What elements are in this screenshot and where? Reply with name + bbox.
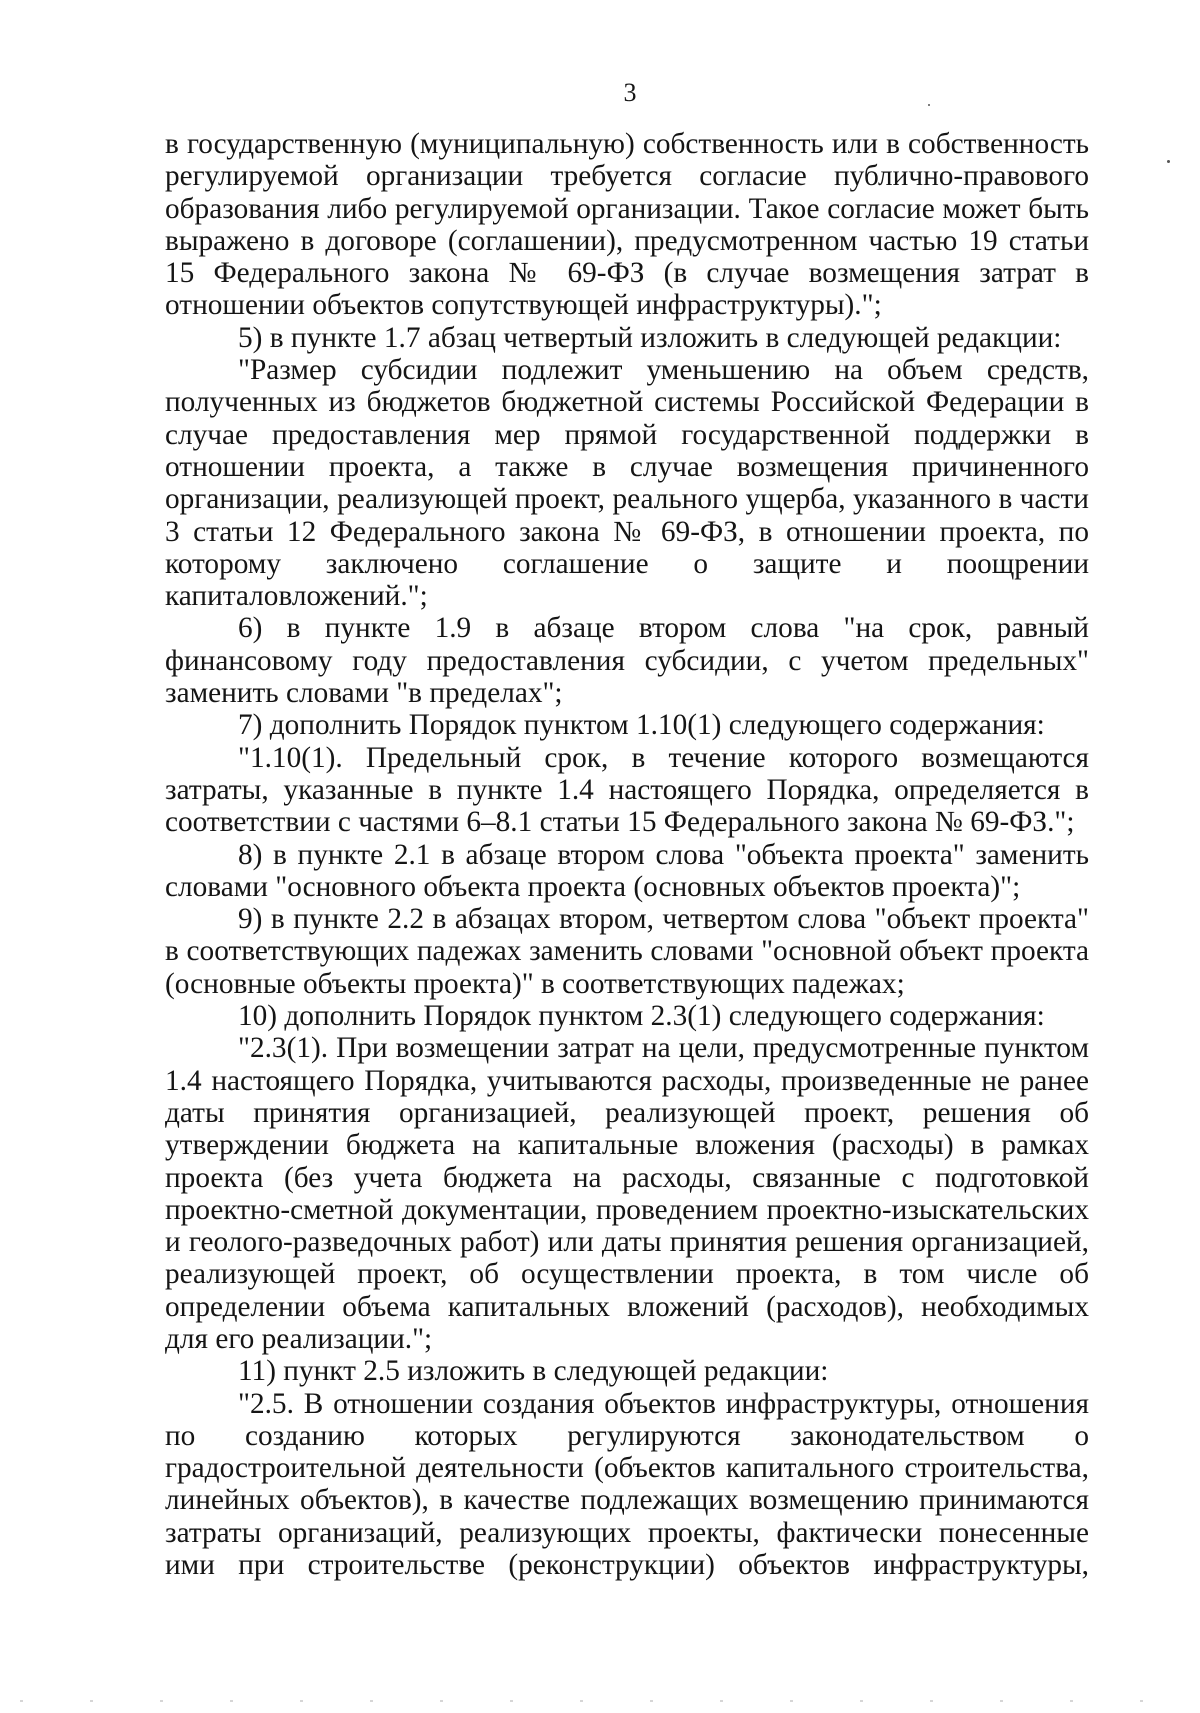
paragraph-item-8: 8) в пункте 2.1 в абзаце втором слова "объекта проекта" заменить словами "основного объекта проекта (основных объектов проекта)"; bbox=[165, 838, 1089, 903]
scan-edge-noise bbox=[20, 1700, 1180, 1702]
scan-speck bbox=[1167, 160, 1170, 163]
paragraph-quote-subsidy-size: "Размер субсидии подлежит уменьшению на объем средств, полученных из бюджетов бюджетной системы Российской Федерации в случае предоставления мер прямой государственной поддержки в отношении проекта, а также в случае возмещения причиненного организации, реализующей проект, реального ущерба, указанного в части 3 статьи 12 Федерального закона № 69-ФЗ, в отношении проекта, по которому заключено соглашение о защите и поощрении капиталовложений."; bbox=[165, 354, 1089, 613]
paragraph-item-11: 11) пункт 2.5 изложить в следующей редакции: bbox=[238, 1355, 829, 1388]
paragraph-item-5: 5) в пункте 1.7 абзац четвертый изложить в следующей редакции: bbox=[238, 321, 1062, 354]
paragraph-item-7: 7) дополнить Порядок пунктом 1.10(1) следующего содержания: bbox=[238, 709, 1045, 742]
paragraph-item-9: 9) в пункте 2.2 в абзацах втором, четвертом слова "объект проекта" в соответствующих падежах заменить словами "основной объект проекта (основные объекты проекта)" в соответствующих падежах; bbox=[165, 903, 1089, 1000]
document-body bbox=[165, 128, 1089, 1581]
scan-speck bbox=[928, 104, 930, 106]
paragraph-continuation: в государственную (муниципальную) собственность или в собственность регулируемой организации требуется согласие публично-правового образования либо регулируемой организации. Такое согласие может быть выражено в договоре (соглашении), предусмотренном частью 19 статьи 15 Федерального закона № 69-ФЗ (в случае возмещения затрат в отношении объектов сопутствующей инфраструктуры)."; bbox=[165, 128, 1089, 322]
page-number: 3 bbox=[623, 78, 637, 107]
paragraph-quote-1-10-1: "1.10(1). Предельный срок, в течение которого возмещаются затраты, указанные в пункте 1.4 настоящего Порядка, определяется в соответствии с частями 6–8.1 статьи 15 Федерального закона № 69-ФЗ."; bbox=[165, 741, 1089, 839]
paragraph-item-10: 10) дополнить Порядок пунктом 2.3(1) следующего содержания: bbox=[238, 1000, 1045, 1033]
paragraph-item-6: 6) в пункте 1.9 в абзаце втором слова "на срок, равный финансовому году предоставления субсидии, с учетом предельных" заменить словами "в пределах"; bbox=[165, 612, 1089, 710]
paragraph-quote-2-5: "2.5. В отношении создания объектов инфраструктуры, отношения по созданию которых регулируются законодательством о градостроительной деятельности (объектов капитального строительства, линейных объектов), в качестве подлежащих возмещению принимаются затраты организаций, реализующих проекты, фактически понесенные ими при строительстве (реконструкции) объектов инфраструктуры, bbox=[165, 1387, 1089, 1582]
paragraph-quote-2-3-1: "2.3(1). При возмещении затрат на цели, предусмотренные пунктом 1.4 настоящего Порядка, учитываются расходы, произведенные не ранее даты принятия организацией, реализующей проект, решения об утверждении бюджета на капитальные вложения (расходы) в рамках проекта (без учета бюджета на расходы, связанные с подготовкой проектно-сметной документации, проведением проектно-изыскательских и геолого-разведочных работ) или даты принятия решения организацией, реализующей проект, об осуществлении проекта, в том числе об определении объема капитальных вложений (расходов), необходимых для его реализации."; bbox=[165, 1032, 1089, 1355]
